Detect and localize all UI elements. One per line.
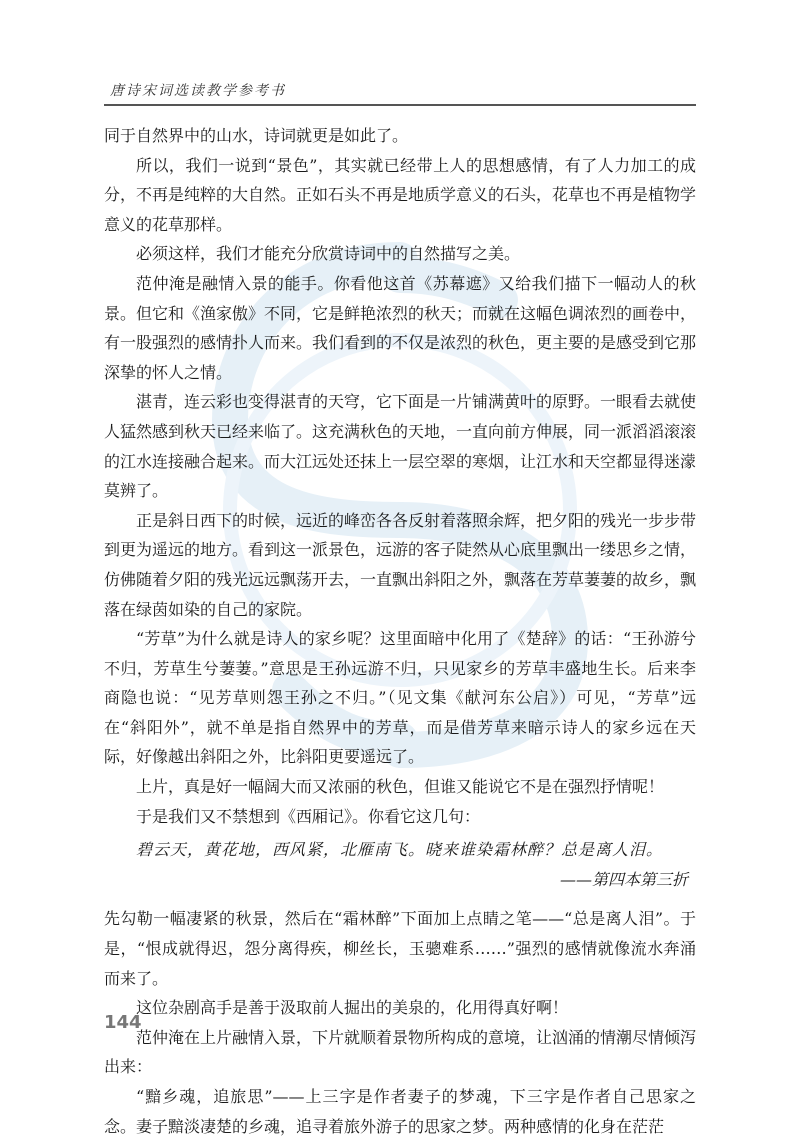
header-rule bbox=[104, 104, 696, 106]
paragraph: 范仲淹在上片融情入景，下片就顺着景物所构成的意境，让汹涌的情潮尽情倾泻出来： bbox=[104, 1027, 697, 1077]
paragraph: 上片，真是好一幅阔大而又浓丽的秋色，但谁又能说它不是在强烈抒情呢！ bbox=[136, 777, 665, 797]
running-header: 唐诗宋词选读教学参考书 bbox=[110, 83, 286, 99]
paragraph: “黯乡魂，追旅思”——上三字是作者妻子的梦魂，下三字是作者自己思家之念。妻子黯淡凄楚的乡魂，追寻着旅外游子的思家之梦。两种感情的化身在茫茫 bbox=[104, 1087, 696, 1136]
paragraph: 所以，我们一说到“景色”，其实就已经带上人的思想感情，有了人力加工的成分，不再是纯粹的大自然。正如石头不再是地质学意义的石头，花草也不再是植物学意义的花草那样。 bbox=[104, 155, 697, 234]
paragraph: 必须这样，我们才能充分欣赏诗词中的自然描写之美。 bbox=[136, 244, 521, 264]
paragraph: 正是斜日西下的时候，远近的峰峦各各反射着落照余辉，把夕阳的残光一步步带到更为遥远的地方。看到这一派景色，远游的客子陡然从心底里飘出一缕思乡之情，仿佛随着夕阳的残光远远飘荡开去，一直飘出斜阳之外，飘落在芳草萋萋的故乡，飘落在绿茵如染的自己的家院。 bbox=[104, 510, 697, 619]
paragraph: 于是我们又不禁想到《西厢记》。你看它这几句： bbox=[136, 806, 481, 826]
poem-attribution: ——第四本第三折 bbox=[559, 869, 688, 889]
paragraph: 湛青，连云彩也变得湛青的天穹，它下面是一片铺满黄叶的原野。一眼看去就使人猛然感到秋天已经来临了。这充满秋色的天地，一直向前方伸展，同一派滔滔滚滚的江水连接融合起来。而大江远处还抹上一层空翠的寒烟，让江水和天空都显得迷濛莫辨了。 bbox=[104, 392, 697, 501]
paragraph: 范仲淹是融情入景的能手。你看他这首《苏幕遮》又给我们描下一幅动人的秋景。但它和《渔家傲》不同，它是鲜艳浓烈的秋天；而就在这幅色调浓烈的画卷中，有一股强烈的感情扑人而来。我们看到的不仅是浓烈的秋色，更主要的是感受到它那深挚的怀人之情。 bbox=[104, 273, 697, 382]
quoted-poem: 碧云天，黄花地，西风紧，北雁南飞。晓来谁染霜林醉？总是离人泪。 bbox=[136, 840, 664, 860]
page-number: 144 bbox=[104, 1012, 142, 1033]
paragraph: 同于自然界中的山水，诗词就更是如此了。 bbox=[104, 126, 409, 145]
paragraph: 这位杂剧高手是善于汲取前人掘出的美泉的，化用得真好啊！ bbox=[136, 998, 569, 1018]
paragraph: “芳草”为什么就是诗人的家乡呢？这里面暗中化用了《楚辞》的话：“王孙游兮不归，芳草生兮萋萋。”意思是王孙远游不归，只见家乡的芳草丰盛地生长。后来李商隐也说：“见芳草则怨王孙之不归。”（见文集《献河东公启》）可见，“芳草”远在“斜阳外”，就不单是指自然界中的芳草，而是借芳草来暗示诗人的家乡远在天际，好像越出斜阳之外，比斜阳更要遥远了。 bbox=[104, 629, 696, 767]
paragraph: 先勾勒一幅凄紧的秋景，然后在“霜林醉”下面加上点睛之笔——“总是离人泪”。于是，“恨成就得迟，怨分离得疾，柳丝长，玉骢难系……”强烈的感情就像流水奔涌而来了。 bbox=[104, 909, 696, 988]
body-text bbox=[104, 121, 696, 1141]
